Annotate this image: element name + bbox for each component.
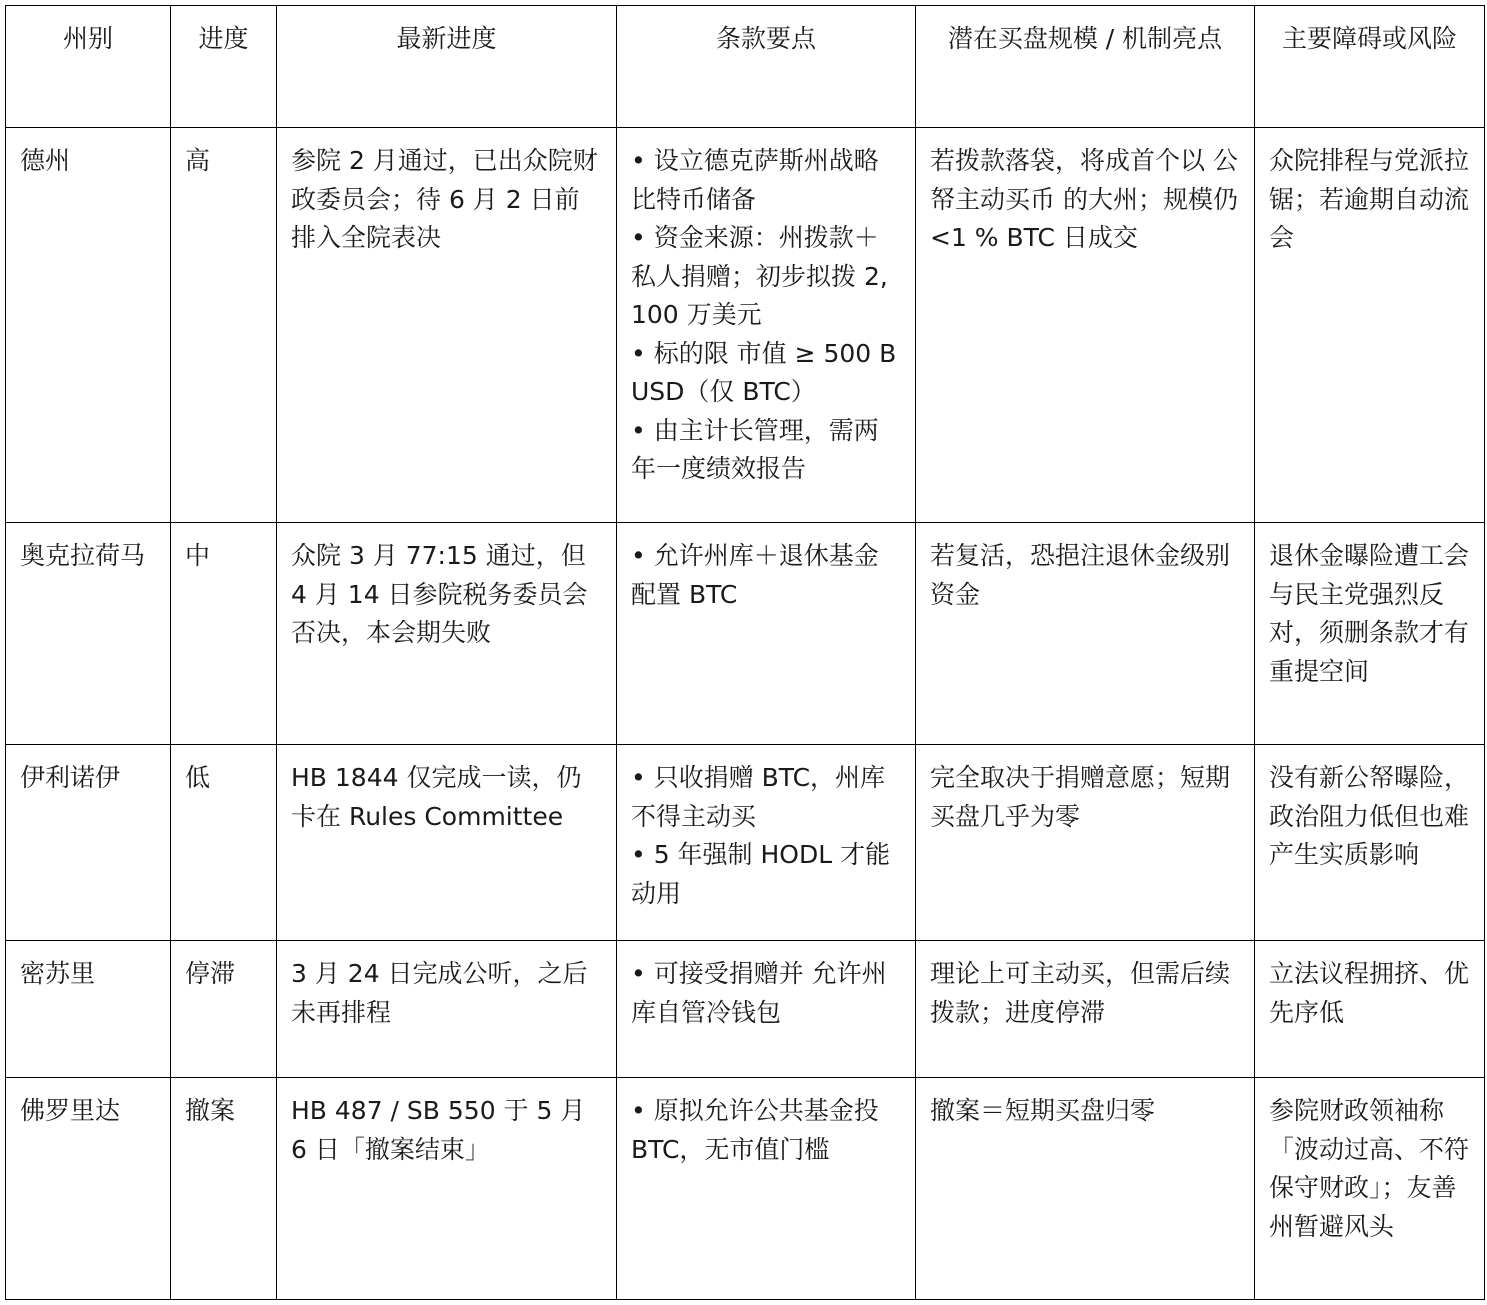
buying-scale-cell: 完全取决于捐赠意愿；短期买盘几乎为零	[916, 745, 1255, 941]
terms-cell	[617, 523, 916, 745]
header-state: 州别	[6, 6, 171, 128]
term-item: • 允许州库＋退休基金 配置 BTC	[631, 541, 879, 609]
state-cell: 德州	[6, 128, 171, 523]
terms-cell	[617, 128, 916, 523]
header-latest-progress: 最新进度	[277, 6, 617, 128]
buying-scale-cell: 若拨款落袋，将成首个以 公帑主动买币 的大州；规模仍 <1 % BTC 日成交	[916, 128, 1255, 523]
risk-cell: 没有新公帑曝险，政治阻力低但也难产生实质影响	[1255, 745, 1485, 941]
state-cell: 奥克拉荷马	[6, 523, 171, 745]
status-cell: 高	[171, 128, 277, 523]
bitcoin-reserve-bills-table	[5, 5, 1485, 1300]
term-item: • 只收捐赠 BTC，州库不得主动买	[631, 763, 886, 831]
header-risks: 主要障碍或风险	[1255, 6, 1485, 128]
table-row	[6, 1078, 1485, 1300]
state-cell: 伊利诺伊	[6, 745, 171, 941]
risk-cell: 立法议程拥挤、优先序低	[1255, 941, 1485, 1078]
risk-cell: 退休金曝险遭工会与民主党强烈反对，须删条款才有重提空间	[1255, 523, 1485, 745]
header-status: 进度	[171, 6, 277, 128]
state-cell: 佛罗里达	[6, 1078, 171, 1300]
term-item: • 资金来源：州拨款＋私人捐赠；初步拟拨 2,100 万美元	[631, 223, 888, 329]
term-item: • 5 年强制 HODL 才能动用	[631, 840, 891, 908]
state-cell: 密苏里	[6, 941, 171, 1078]
status-cell: 中	[171, 523, 277, 745]
latest-progress-cell: HB 1844 仅完成一读，仍卡在 Rules Committee	[277, 745, 617, 941]
table-row	[6, 523, 1485, 745]
buying-scale-cell: 撤案＝短期买盘归零	[916, 1078, 1255, 1300]
table-row	[6, 745, 1485, 941]
terms-cell	[617, 745, 916, 941]
term-item: • 设立德克萨斯州战略比特币储备	[631, 146, 879, 214]
header-terms: 条款要点	[617, 6, 916, 128]
buying-scale-cell: 若复活，恐挹注退休金级别资金	[916, 523, 1255, 745]
term-item: • 标的限 市值 ≥ 500 B USD（仅 BTC）	[631, 338, 897, 406]
header-row	[6, 6, 1485, 128]
table-row	[6, 128, 1485, 523]
buying-scale-cell: 理论上可主动买，但需后续拨款；进度停滞	[916, 941, 1255, 1078]
risk-cell: 众院排程与党派拉锯；若逾期自动流会	[1255, 128, 1485, 523]
header-buying-scale: 潜在买盘规模 / 机制亮点	[916, 6, 1255, 128]
latest-progress-cell: 3 月 24 日完成公听，之后未再排程	[277, 941, 617, 1078]
terms-cell	[617, 941, 916, 1078]
term-item: • 原拟允许公共基金投 BTC，无市值门槛	[631, 1096, 879, 1164]
status-cell: 撤案	[171, 1078, 277, 1300]
latest-progress-cell: 参院 2 月通过，已出众院财政委员会；待 6 月 2 日前排入全院表决	[277, 128, 617, 523]
risk-cell: 参院财政领袖称「波动过高、不符保守财政」；友善州暂避风头	[1255, 1078, 1485, 1300]
term-item: • 可接受捐赠并 允许州库自管冷钱包	[631, 959, 887, 1027]
status-cell: 低	[171, 745, 277, 941]
terms-cell	[617, 1078, 916, 1300]
term-item: • 由主计长管理，需两年一度绩效报告	[631, 415, 879, 483]
latest-progress-cell: 众院 3 月 77:15 通过，但 4 月 14 日参院税务委员会否决，本会期失败	[277, 523, 617, 745]
latest-progress-cell: HB 487 / SB 550 于 5 月 6 日「撤案结束」	[277, 1078, 617, 1300]
status-cell: 停滞	[171, 941, 277, 1078]
table-row	[6, 941, 1485, 1078]
